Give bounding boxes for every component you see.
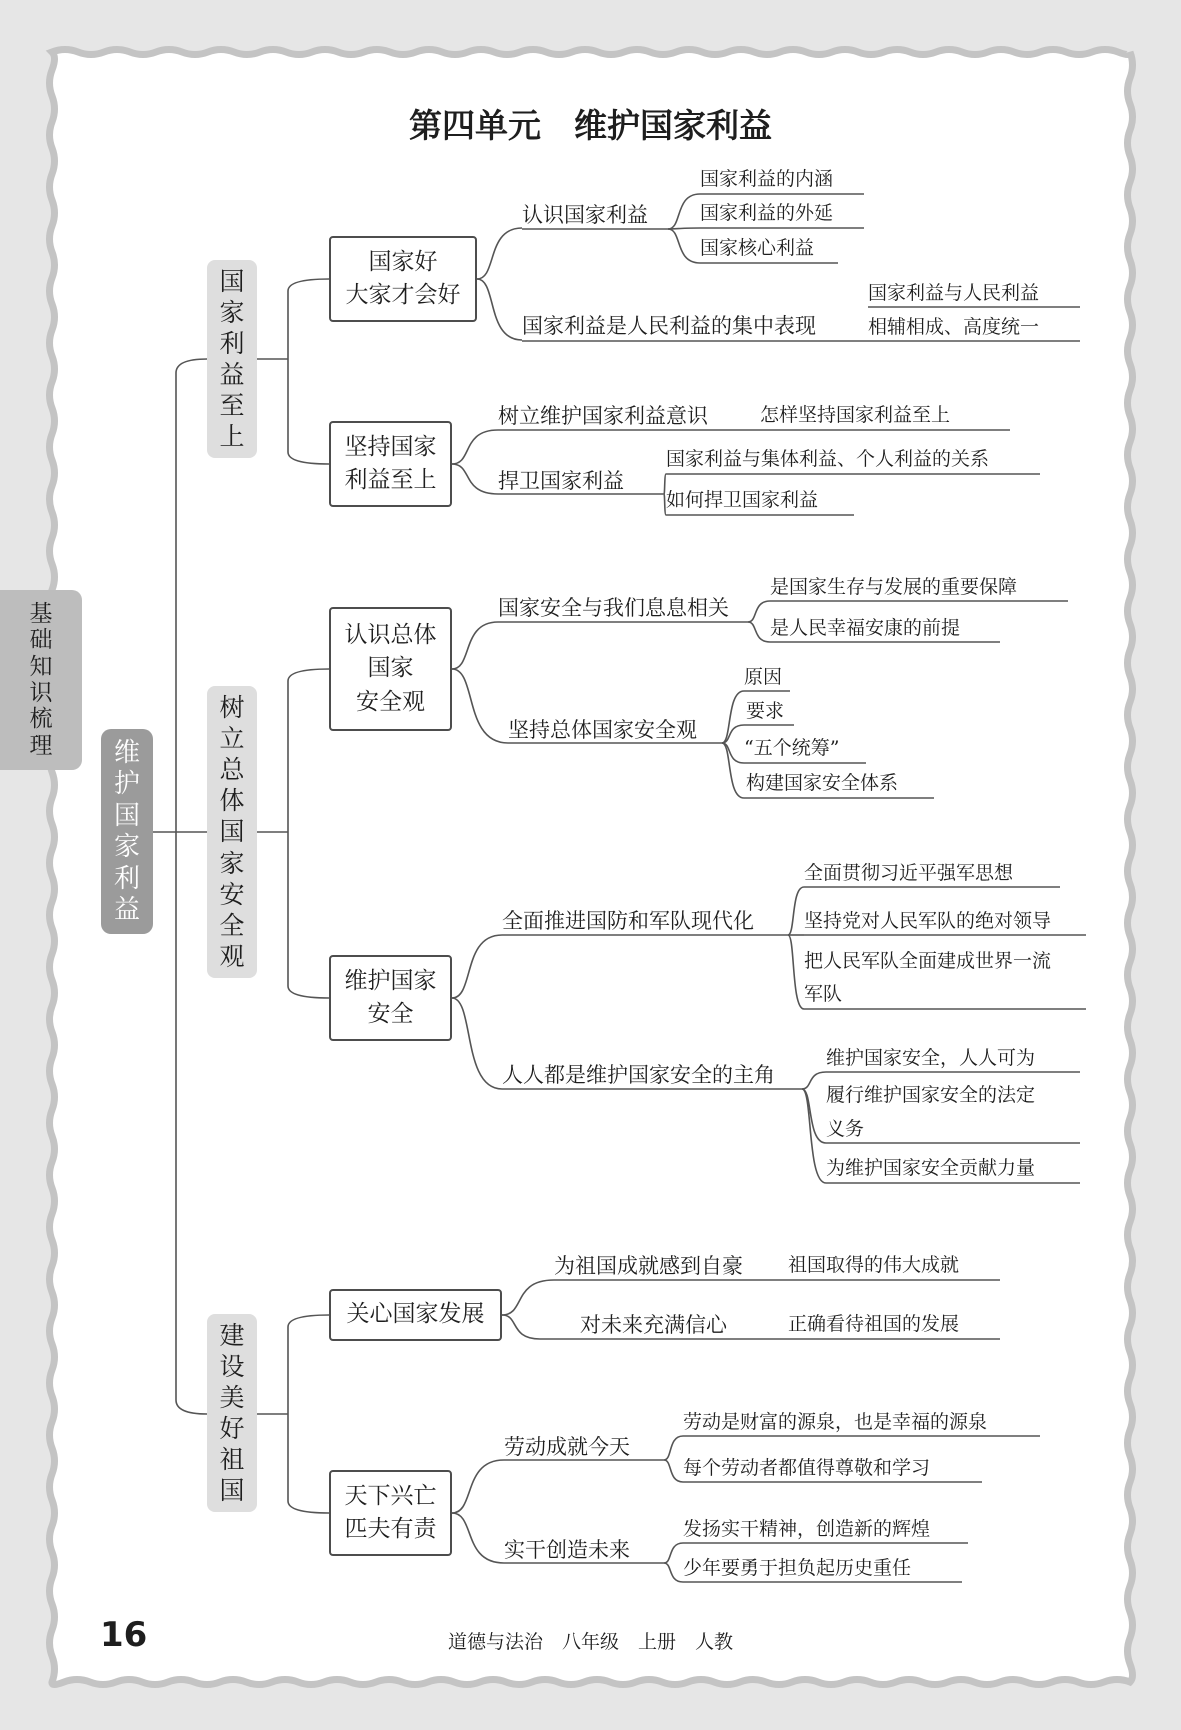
branch-char: 建 xyxy=(219,1321,245,1350)
leaf-connector xyxy=(788,935,804,1009)
sub-topic: 为祖国成就感到自豪 xyxy=(554,1254,743,1278)
leaf-item: 如何捍卫国家利益 xyxy=(666,489,819,511)
sub-topic: 认识国家利益 xyxy=(522,203,648,227)
topic-line: 国家好 xyxy=(368,248,438,275)
branch-char: 利 xyxy=(219,329,245,358)
branch-holistic-security xyxy=(207,686,257,978)
page-title: 第四单元 维护国家利益 xyxy=(409,106,772,145)
branch-char: 安 xyxy=(219,879,245,909)
topic-connector xyxy=(452,464,498,494)
side-tab-char: 识 xyxy=(29,680,53,706)
leaf-item: 国家利益与人民利益 xyxy=(868,282,1040,304)
leaf-connector xyxy=(802,1072,826,1089)
leaf-item: 构建国家安全体系 xyxy=(746,772,899,794)
leaf-item: 发扬实干精神，创造新的辉煌 xyxy=(683,1518,931,1540)
topic-line: 利益至上 xyxy=(344,467,437,493)
sub-topic: 捍卫国家利益 xyxy=(498,469,624,493)
side-tab-char: 梳 xyxy=(29,706,53,733)
page-number: 16 xyxy=(100,1615,148,1655)
leaf-connector xyxy=(664,1543,683,1563)
sub-topic: 树立维护国家利益意识 xyxy=(498,404,708,428)
topic-line: 坚持国家 xyxy=(344,433,437,460)
leaf-item: 每个劳动者都值得尊敬和学习 xyxy=(683,1457,931,1479)
leaf-connector xyxy=(722,743,744,798)
leaf-item: “五个统筹” xyxy=(744,737,840,759)
topic-line: 安全观 xyxy=(356,688,425,715)
topic-maintain-security xyxy=(329,955,452,1041)
leaf-item: 劳动是财富的源泉，也是幸福的源泉 xyxy=(683,1411,988,1433)
topic-line: 安全 xyxy=(367,1001,414,1027)
mindmap-root xyxy=(101,729,153,934)
branch-char: 国 xyxy=(219,817,245,847)
sub-topic: 坚持总体国家安全观 xyxy=(508,718,697,742)
leaf-item: 坚持党对人民军队的绝对领导 xyxy=(804,910,1052,932)
branch-char: 家 xyxy=(219,298,245,327)
sub-topic: 劳动成就今天 xyxy=(504,1435,630,1459)
leaf-connector xyxy=(802,1089,826,1183)
sub-topic: 国家安全与我们息息相关 xyxy=(498,596,729,620)
branch-bracket xyxy=(288,669,329,998)
topic-understand-security-view xyxy=(329,607,452,731)
root-char: 维 xyxy=(113,737,140,768)
root-char: 益 xyxy=(113,895,140,926)
branch-char: 益 xyxy=(219,360,245,389)
leaf-item: 全面贯彻习近平强军思想 xyxy=(804,862,1014,884)
branch-bracket xyxy=(288,279,329,464)
topic-uphold-national-interest xyxy=(329,421,452,507)
branch-char: 立 xyxy=(219,724,245,754)
leaf-item: 国家利益的内涵 xyxy=(700,168,834,190)
leaf-connector xyxy=(664,1436,683,1460)
topic-line: 大家才会好 xyxy=(345,282,461,308)
topic-line: 国家 xyxy=(367,655,414,682)
branch-char: 家 xyxy=(219,848,245,878)
branch-bracket xyxy=(288,1315,329,1513)
topic-connector xyxy=(452,998,502,1089)
side-tab-char: 础 xyxy=(29,627,53,654)
root-char: 国 xyxy=(113,800,140,831)
leaf-item: 少年要勇于担负起历史重任 xyxy=(683,1557,912,1579)
root-char: 护 xyxy=(113,769,140,800)
topic-connector xyxy=(477,228,522,279)
leaf-item: 国家核心利益 xyxy=(700,237,815,259)
topic-line: 匹夫有责 xyxy=(344,1516,437,1542)
root-char: 利 xyxy=(113,863,140,894)
leaf-item: 义务 xyxy=(826,1118,865,1140)
topic-connector xyxy=(452,1460,504,1513)
leaf-connector xyxy=(802,1089,826,1143)
leaf-item: 是国家生存与发展的重要保障 xyxy=(770,576,1018,598)
branch-char: 上 xyxy=(219,422,245,451)
topic-connector xyxy=(452,935,502,998)
leaf-item: 是人民幸福安康的前提 xyxy=(770,617,961,639)
topic-connector xyxy=(502,1280,554,1315)
leaf-item: 军队 xyxy=(804,983,843,1005)
topic-line: 天下兴亡 xyxy=(344,1482,437,1509)
sub-topic: 对未来充满信心 xyxy=(580,1313,727,1337)
branch-char: 至 xyxy=(219,391,245,420)
branch-char: 设 xyxy=(219,1352,245,1381)
topic-good-nation xyxy=(329,236,477,322)
side-tab-char: 基 xyxy=(29,600,53,627)
sub-topic: 人人都是维护国家安全的主角 xyxy=(502,1063,775,1087)
topic-connector xyxy=(452,622,498,669)
leaf-connector xyxy=(748,622,770,642)
topic-line: 认识总体 xyxy=(344,621,437,648)
leaf-connector xyxy=(664,1460,683,1482)
branch-char: 好 xyxy=(219,1414,245,1443)
branch-char: 总 xyxy=(219,755,245,785)
branch-char: 祖 xyxy=(219,1445,245,1474)
sub-topic: 国家利益是人民利益的集中表现 xyxy=(522,314,816,338)
leaf-item: 怎样坚持国家利益至上 xyxy=(760,404,951,426)
branch-char: 观 xyxy=(219,941,245,971)
topic-line: 关心国家发展 xyxy=(346,1301,485,1328)
sub-topic: 实干创造未来 xyxy=(504,1538,630,1562)
leaf-item: 正确看待祖国的发展 xyxy=(788,1313,960,1335)
leaf-item: 国家利益的外延 xyxy=(700,202,834,224)
topic-connector xyxy=(477,279,522,340)
leaf-item: 相辅相成、高度统一 xyxy=(868,316,1040,338)
leaf-item: 原因 xyxy=(744,666,783,688)
topic-connector xyxy=(452,669,508,743)
leaf-item: 国家利益与集体利益、个人利益的关系 xyxy=(666,448,990,470)
leaf-item: 维护国家安全，人人可为 xyxy=(826,1047,1036,1069)
leaf-item: 要求 xyxy=(746,700,785,722)
leaf-connector xyxy=(668,194,700,229)
topic-care-national-development xyxy=(329,1289,502,1341)
side-tab-char: 知 xyxy=(29,653,53,680)
leaf-connector xyxy=(788,887,804,935)
leaf-item: 祖国取得的伟大成就 xyxy=(788,1254,960,1276)
topic-connector xyxy=(452,1513,504,1563)
topic-connector xyxy=(452,430,498,464)
branch-char: 全 xyxy=(219,910,245,940)
book-footer: 道德与法治 八年级 上册 人教 xyxy=(447,1631,733,1653)
branch-national-interest-first xyxy=(207,260,257,458)
topic-connector xyxy=(502,1315,540,1339)
branch-char: 美 xyxy=(219,1383,245,1412)
root-char: 家 xyxy=(113,832,140,863)
leaf-item: 为维护国家安全贡献力量 xyxy=(826,1157,1036,1179)
branch-build-beautiful-motherland xyxy=(207,1314,257,1512)
topic-line: 维护国家 xyxy=(344,967,437,994)
leaf-connector xyxy=(664,1563,683,1582)
leaf-connector xyxy=(668,228,700,229)
branch-char: 树 xyxy=(219,693,245,723)
leaf-connector xyxy=(748,601,770,622)
root-bracket xyxy=(176,359,207,1414)
leaf-connector xyxy=(668,229,700,263)
branch-char: 体 xyxy=(219,786,245,816)
leaf-item: 履行维护国家安全的法定 xyxy=(826,1084,1036,1106)
branch-char: 国 xyxy=(219,1476,245,1505)
side-tab-char: 理 xyxy=(29,732,53,759)
branch-char: 国 xyxy=(219,267,245,296)
topic-everyone-responsible xyxy=(329,1470,452,1556)
leaf-item: 把人民军队全面建成世界一流 xyxy=(804,950,1052,972)
leaf-connector xyxy=(722,691,744,743)
sub-topic: 全面推进国防和军队现代化 xyxy=(502,909,754,933)
